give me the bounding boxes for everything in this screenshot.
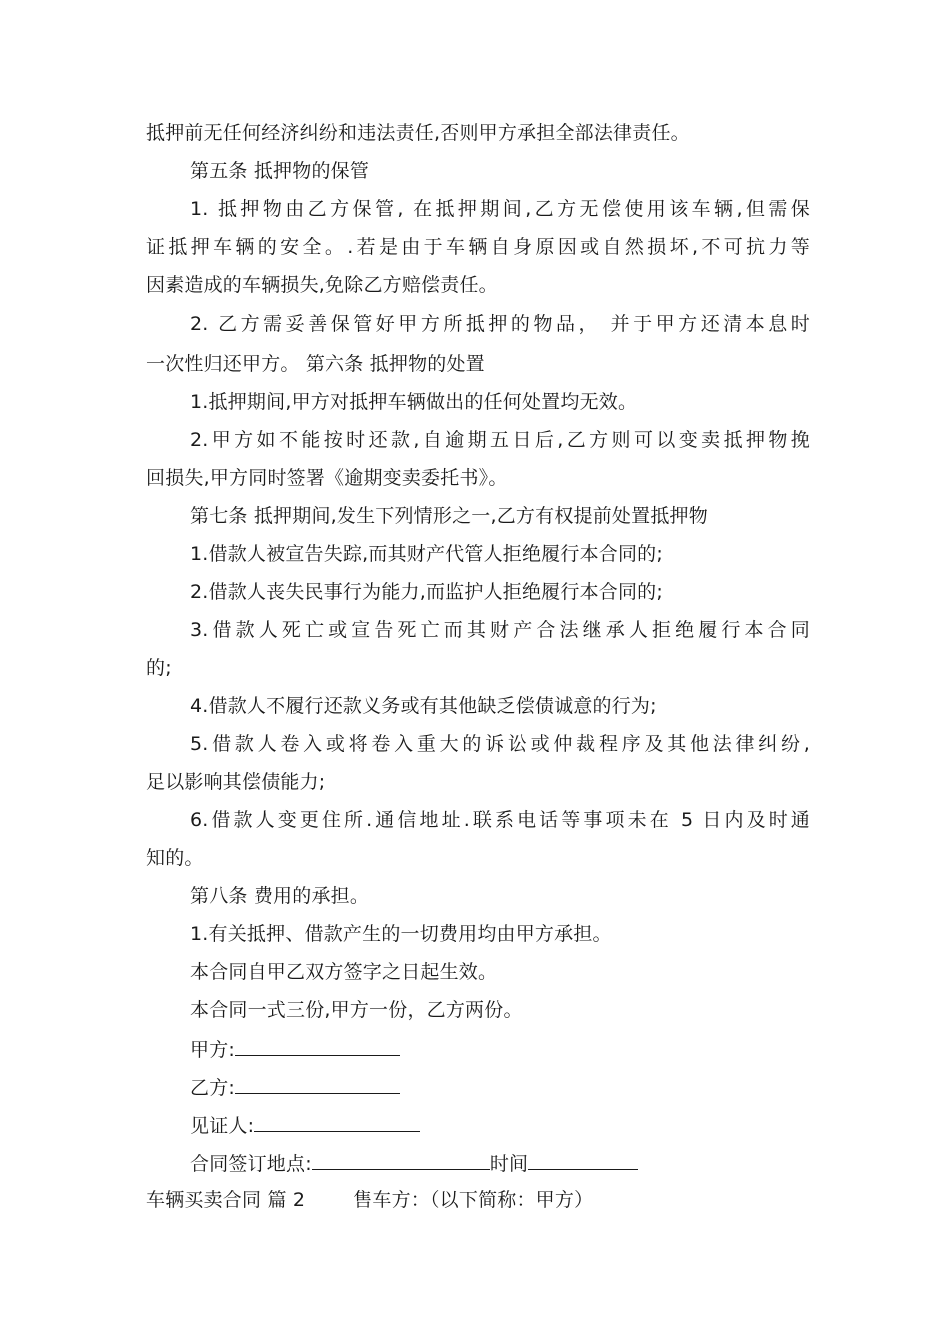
list-item: 3.借款人死亡或宣告死亡而其财产合法继承人拒绝履行本合同 [190, 619, 810, 641]
party-a-label: 甲方: [190, 1039, 236, 1061]
text-line: 本合同一式三份,甲方一份，乙方两份。 [190, 999, 523, 1021]
next-contract-heading [146, 1181, 810, 1219]
text-line: 知的。 [146, 847, 204, 869]
witness-signature-line [146, 1105, 810, 1143]
text-line: 1.抵押期间,甲方对抵押车辆做出的任何处置均无效。 [190, 391, 638, 413]
seller-label: 售车方：（以下简称：甲方） [353, 1189, 594, 1211]
section-heading-7: 第七条 抵押期间,发生下列情形之一,乙方有权提前处置抵押物 [190, 505, 708, 527]
text-line: 因素造成的车辆损失,免除乙方赔偿责任。 [146, 274, 498, 296]
text-line: 一次性归还甲方。 第六条 抵押物的处置 [146, 353, 485, 375]
text-line: 抵押前无任何经济纠纷和违法责任,否则甲方承担全部法律责任。 [146, 122, 690, 144]
party-b-blank[interactable] [235, 1067, 400, 1094]
text-line: 1. 抵押物由乙方保管, 在抵押期间,乙方无偿使用该车辆,但需保 [190, 198, 810, 220]
place-blank[interactable] [312, 1143, 490, 1170]
text-line: 的; [146, 657, 172, 679]
witness-blank[interactable] [254, 1105, 420, 1132]
place-time-line [146, 1143, 810, 1181]
list-item: 2.借款人丧失民事行为能力,而监护人拒绝履行本合同的; [190, 581, 663, 603]
section-heading-5: 第五条 抵押物的保管 [190, 160, 370, 182]
place-label: 合同签订地点: [190, 1153, 312, 1175]
list-item: 1.有关抵押、借款产生的一切费用均由甲方承担。 [190, 923, 612, 945]
text-line: 证抵押车辆的安全。.若是由于车辆自身原因或自然损坏,不可抗力等 [146, 236, 810, 258]
time-label: 时间 [489, 1153, 529, 1175]
party-b-label: 乙方: [190, 1077, 236, 1099]
list-item: 4.借款人不履行还款义务或有其他缺乏偿债诚意的行为; [190, 695, 657, 717]
contract-body [146, 114, 810, 1219]
text-line: 足以影响其偿债能力; [146, 771, 326, 793]
time-blank[interactable] [528, 1143, 638, 1170]
text-line: 2. 乙方需妥善保管好甲方所抵押的物品， 并于甲方还清本息时 [190, 313, 810, 335]
list-item: 1.借款人被宣告失踪,而其财产代管人拒绝履行本合同的; [190, 543, 663, 565]
party-a-blank[interactable] [235, 1029, 400, 1056]
section-heading-8: 第八条 费用的承担。 [190, 885, 370, 907]
text-line: 2.甲方如不能按时还款,自逾期五日后,乙方则可以变卖抵押物挽 [190, 429, 810, 451]
text-line: 本合同自甲乙双方签字之日起生效。 [190, 961, 498, 983]
witness-label: 见证人: [190, 1115, 255, 1137]
list-item: 6.借款人变更住所.通信地址.联系电话等事项未在 5 日内及时通 [190, 809, 810, 831]
contract-title: 车辆买卖合同 篇 2 [146, 1189, 306, 1211]
party-a-signature-line [146, 1029, 810, 1067]
text-line: 回损失,甲方同时签署《逾期变卖委托书》。 [146, 467, 508, 489]
party-b-signature-line [146, 1067, 810, 1105]
list-item: 5.借款人卷入或将卷入重大的诉讼或仲裁程序及其他法律纠纷, [190, 733, 810, 755]
